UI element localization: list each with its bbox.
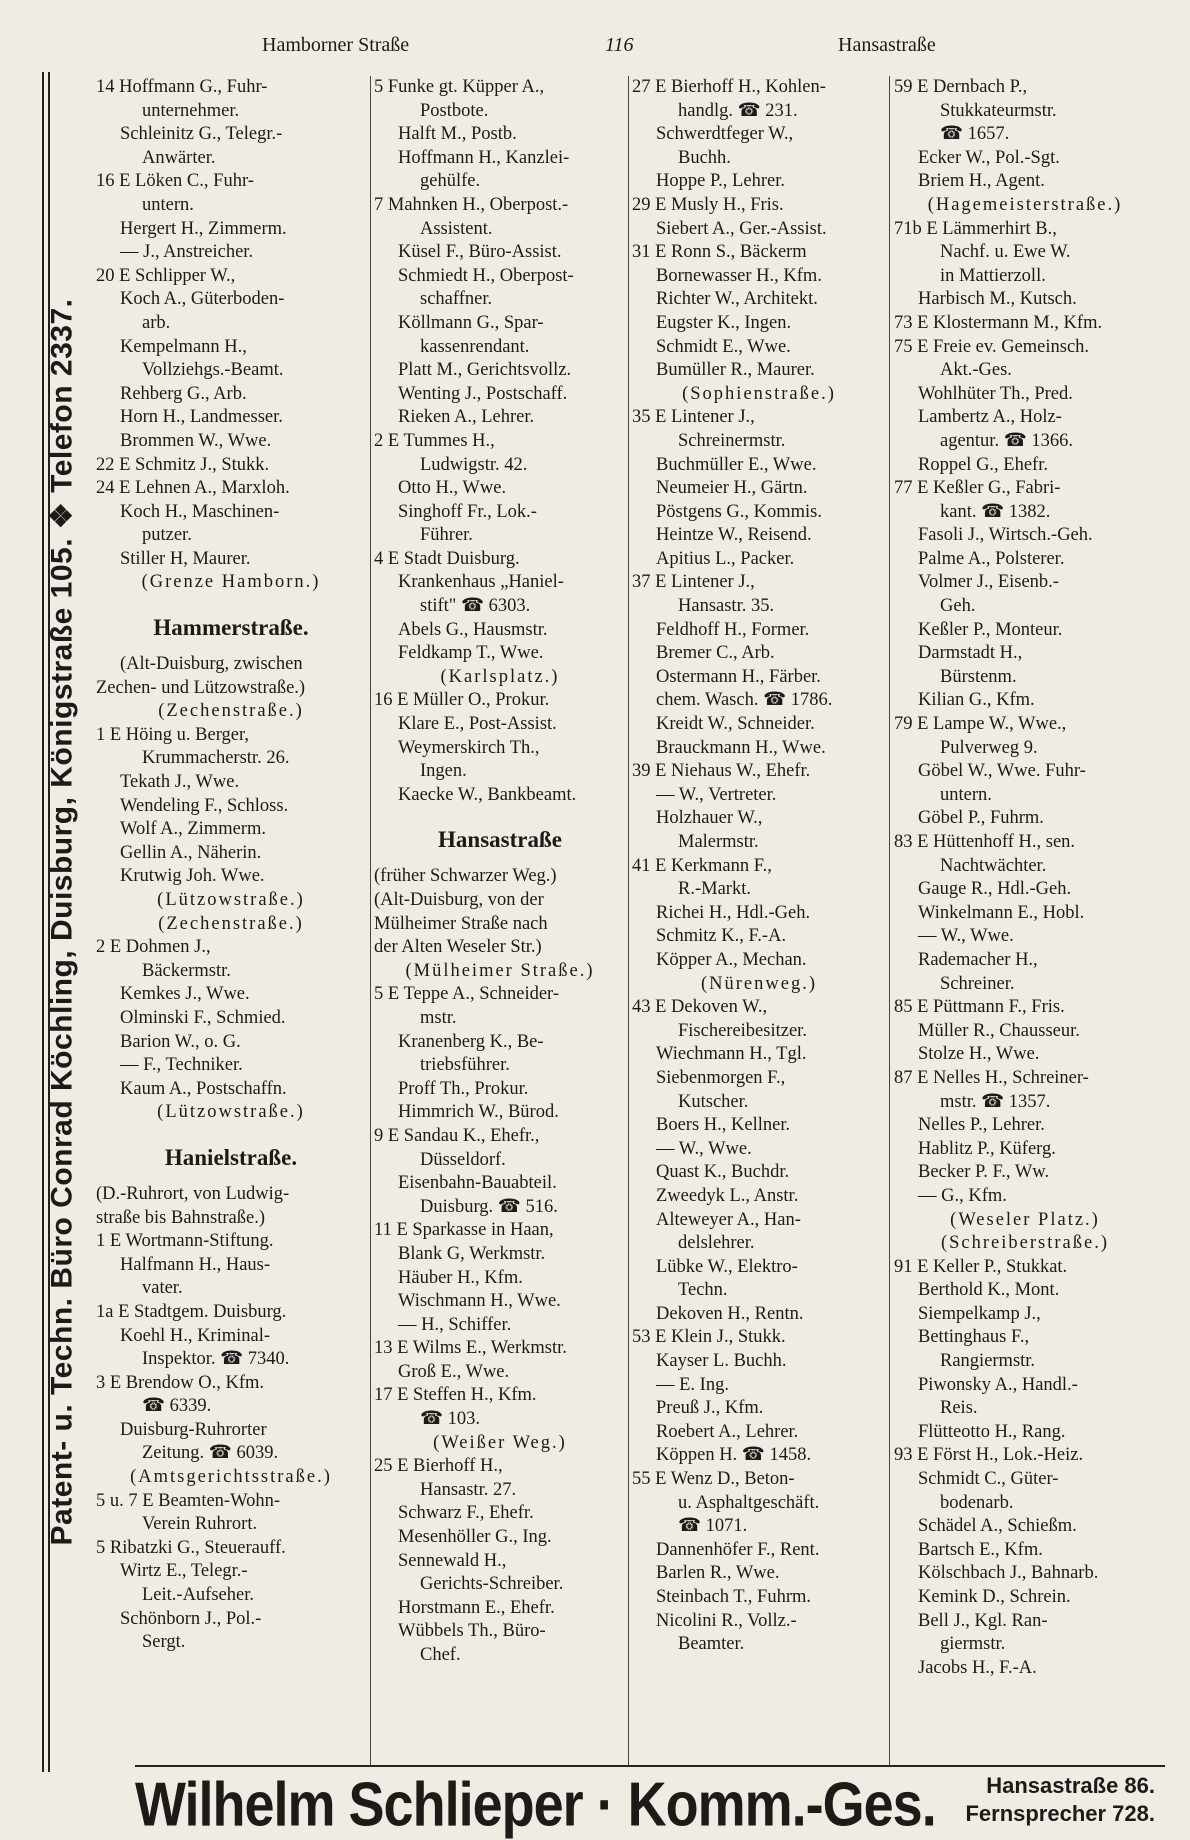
- numbered-entry: 83 E Hüttenhoff H., sen.: [894, 832, 1076, 852]
- entry: Siebenmorgen F.,: [656, 1067, 786, 1088]
- numbered-entry: 77 E Keßler G., Fabri-: [894, 478, 1061, 499]
- numbered-entry: 55 E Wenz D., Beton-: [632, 1469, 795, 1490]
- entry: Weymerskirch Th.,: [398, 737, 540, 758]
- numbered-entry: straße bis Bahnstraße.): [96, 1207, 266, 1228]
- page-number: 116: [605, 34, 634, 56]
- entry: Keßler P., Monteur.: [918, 619, 1063, 640]
- numbered-entry: 7 Mahnken H., Oberpost.-: [374, 194, 569, 215]
- cross-street-note: (Mülheimer Straße.): [405, 960, 595, 981]
- numbered-entry: 35 E Lintener J.,: [632, 407, 755, 428]
- entry: Horstmann E., Ehefr.: [398, 1597, 555, 1618]
- numbered-entry: 5 u. 7 E Beamten-Wohn-: [96, 1490, 280, 1511]
- entry: Kilian G., Kfm.: [918, 690, 1035, 711]
- entry-continuation: Rangiermstr.: [940, 1351, 1036, 1372]
- entry: Wirtz E., Telegr.-: [120, 1561, 248, 1582]
- entry: Kranenberg K., Be-: [398, 1031, 544, 1052]
- entry-continuation: Inspektor. ☎ 7340.: [142, 1349, 290, 1370]
- entry: Tekath J., Wwe.: [120, 772, 240, 793]
- entry: — E. Ing.: [656, 1374, 729, 1395]
- entry: Hergert H., Zimmerm.: [120, 218, 287, 239]
- entry: Siempelkamp J.,: [918, 1303, 1041, 1324]
- entry: Quast K., Buchdr.: [656, 1162, 790, 1183]
- entry: Zweedyk L., Anstr.: [656, 1185, 799, 1206]
- entry: Koch H., Maschinen-: [120, 501, 280, 522]
- entry-continuation: unternehmer.: [142, 100, 240, 121]
- entry: Wolf A., Zimmerm.: [120, 819, 266, 840]
- numbered-entry: 22 E Schmitz J., Stukk.: [96, 454, 270, 475]
- numbered-entry: 11 E Sparkasse in Haan,: [374, 1220, 554, 1241]
- entry: Himmrich W., Bürod.: [398, 1102, 559, 1123]
- entry: Wendeling F., Schloss.: [120, 795, 289, 816]
- entry-continuation: Malermstr.: [678, 832, 759, 852]
- entry: Kreidt W., Schneider.: [656, 714, 815, 735]
- numbered-entry: 73 E Klostermann M., Kfm.: [894, 312, 1103, 333]
- cross-street-note: (Sophienstraße.): [682, 383, 836, 404]
- entry: Schleinitz G., Telegr.-: [120, 124, 283, 145]
- entry-continuation: Duisburg. ☎ 516.: [420, 1196, 558, 1217]
- entry: Küsel F., Büro-Assist.: [398, 242, 562, 263]
- entry: Kölschbach J., Bahnarb.: [918, 1563, 1099, 1584]
- entry-continuation: vater.: [142, 1278, 183, 1299]
- entry: Bornewasser H., Kfm.: [656, 265, 822, 286]
- numbered-entry: 17 E Steffen H., Kfm.: [374, 1385, 537, 1406]
- footer-address: Hansastraße 86.: [986, 1773, 1155, 1798]
- street-heading: Hammerstraße.: [153, 615, 309, 641]
- entry: Holzhauer W.,: [656, 808, 763, 829]
- cross-street-note: (Grenze Hamborn.): [141, 572, 321, 593]
- directory-column-1: [96, 76, 366, 1655]
- numbered-entry: 27 E Bierhoff H., Kohlen-: [632, 77, 826, 97]
- numbered-entry: 13 E Wilms E., Werkmstr.: [374, 1338, 567, 1359]
- entry-continuation: mstr. ☎ 1357.: [940, 1091, 1051, 1112]
- entry: Stiller H, Maurer.: [120, 548, 251, 569]
- numbered-entry: 31 E Ronn S., Bäckerm: [632, 242, 807, 263]
- numbered-entry: 16 E Löken C., Fuhr-: [96, 171, 254, 192]
- side-advertisement: [34, 72, 90, 1772]
- entry: Fasoli J., Wirtsch.-Geh.: [918, 525, 1093, 546]
- numbered-entry: 29 E Musly H., Fris.: [632, 194, 784, 215]
- entry: — W., Wwe.: [656, 1138, 752, 1159]
- entry: Berthold K., Mont.: [918, 1280, 1060, 1301]
- entry-continuation: Nachtwächter.: [940, 855, 1047, 876]
- entry-continuation: Hansastr. 35.: [678, 596, 775, 617]
- entry: Wiechmann H., Tgl.: [656, 1044, 807, 1065]
- entry: Bartsch E., Kfm.: [918, 1539, 1043, 1560]
- numbered-entry: 87 E Nelles H., Schreiner-: [894, 1067, 1089, 1088]
- entry-continuation: arb.: [142, 312, 171, 333]
- cross-street-note: (Nürenweg.): [701, 973, 817, 994]
- entry: Buchmüller E., Wwe.: [656, 454, 817, 475]
- entry-continuation: Düsseldorf.: [420, 1149, 506, 1170]
- entry-continuation: Vollziehgs.-Beamt.: [142, 360, 284, 381]
- entry-continuation: gehülfe.: [420, 171, 481, 192]
- entry: Bremer C., Arb.: [656, 643, 775, 664]
- entry: Göbel P., Fuhrm.: [918, 808, 1044, 829]
- entry: Brommen W., Wwe.: [120, 430, 272, 451]
- entry-continuation: untern.: [940, 784, 992, 805]
- entry: Kemkes J., Wwe.: [120, 984, 250, 1005]
- entry-continuation: Führer.: [420, 525, 473, 546]
- entry: chem. Wasch. ☎ 1786.: [656, 690, 833, 711]
- footer-phone: Fernsprecher 728.: [965, 1801, 1155, 1826]
- entry: Schmidt E., Wwe.: [656, 336, 791, 357]
- entry: Ostermann H., Färber.: [656, 666, 821, 687]
- entry: Darmstadt H.,: [918, 643, 1023, 664]
- entry-continuation: Schreiner.: [940, 973, 1015, 994]
- entry: Horn H., Landmesser.: [120, 407, 283, 428]
- numbered-entry: (Alt-Duisburg, von der: [374, 890, 544, 910]
- numbered-entry: 2 E Tummes H.,: [374, 430, 495, 451]
- entry: Krutwig Joh. Wwe.: [120, 866, 265, 887]
- entry: Schädel A., Schießm.: [918, 1516, 1077, 1537]
- entry-continuation: delslehrer.: [678, 1233, 755, 1254]
- entry-continuation: Techn.: [678, 1280, 728, 1301]
- cross-street-note: (Weißer Weg.): [433, 1432, 567, 1453]
- numbered-entry: 25 E Bierhoff H.,: [374, 1456, 503, 1477]
- entry: Kemink D., Schrein.: [918, 1587, 1071, 1607]
- entry: Olminski F., Schmied.: [120, 1007, 286, 1028]
- entry-continuation: Beamter.: [678, 1634, 745, 1655]
- entry: Sennewald H.,: [398, 1550, 507, 1571]
- entry: Harbisch M., Kutsch.: [918, 289, 1077, 310]
- cross-street-note: (Lützowstraße.): [157, 1102, 305, 1123]
- numbered-entry: Zechen- und Lützowstraße.): [96, 677, 306, 698]
- entry-continuation: Bäckermstr.: [142, 960, 231, 981]
- numbered-entry: 2 E Dohmen J.,: [96, 937, 211, 958]
- entry-continuation: agentur. ☎ 1366.: [940, 430, 1073, 451]
- entry: Feldkamp T., Wwe.: [398, 643, 544, 664]
- entry: Steinbach T., Fuhrm.: [656, 1587, 812, 1607]
- entry: Flütteotto H., Rang.: [918, 1421, 1066, 1442]
- numbered-entry: 1 E Höing u. Berger,: [96, 724, 250, 745]
- cross-street-note: (Hagemeisterstraße.): [927, 194, 1123, 215]
- entry-continuation: Ingen.: [420, 761, 467, 782]
- entry: Hablitz P., Küferg.: [918, 1138, 1056, 1159]
- entry: Preuß J., Kfm.: [656, 1398, 764, 1419]
- entry-continuation: Kutscher.: [678, 1091, 749, 1112]
- entry: Pöstgens G., Kommis.: [656, 501, 823, 522]
- entry: Wohlhüter Th., Pred.: [918, 383, 1073, 404]
- entry: Roppel G., Ehefr.: [918, 454, 1048, 475]
- footer-advertisement: [135, 1765, 1165, 1840]
- entry-continuation: Buchh.: [678, 147, 731, 168]
- entry-continuation: ☎ 1071.: [678, 1516, 748, 1537]
- entry: Koch A., Güterboden-: [120, 289, 285, 310]
- entry-continuation: Krummacherstr. 26.: [142, 748, 290, 769]
- entry-continuation: ☎ 6339.: [142, 1396, 212, 1417]
- numbered-entry: 93 E Först H., Lok.-Heiz.: [894, 1445, 1084, 1466]
- entry-continuation: Pulverweg 9.: [940, 737, 1038, 758]
- entry: Dekoven H., Rentn.: [656, 1303, 804, 1324]
- entry: Kempelmann H.,: [120, 336, 247, 357]
- entry: Volmer J., Eisenb.-: [918, 572, 1059, 593]
- footer-company: Wilhelm Schlieper · Komm.-Ges.: [135, 1770, 936, 1840]
- entry: Bettinghaus F.,: [918, 1327, 1030, 1348]
- entry: Heintze W., Reisend.: [656, 525, 812, 546]
- entry: Köllmann G., Spar-: [398, 312, 544, 333]
- numbered-entry: 91 E Keller P., Stukkat.: [894, 1256, 1068, 1277]
- entry: Ecker W., Pol.-Sgt.: [918, 147, 1060, 168]
- cross-street-note: (Zechenstraße.): [158, 913, 304, 934]
- entry: Schmidt C., Güter-: [918, 1469, 1059, 1490]
- entry: Häuber H., Kfm.: [398, 1267, 523, 1288]
- entry-continuation: Geh.: [940, 596, 976, 617]
- entry-continuation: kassenrendant.: [420, 336, 530, 357]
- entry: Lambertz A., Holz-: [918, 407, 1062, 428]
- numbered-entry: 59 E Dernbach P.,: [894, 77, 1028, 97]
- column-divider: [628, 76, 629, 1766]
- entry-continuation: Chef.: [420, 1645, 461, 1665]
- entry: Schwerdtfeger W.,: [656, 124, 794, 145]
- entry-continuation: Akt.-Ges.: [940, 360, 1012, 381]
- entry: Halft M., Postb.: [398, 124, 517, 145]
- cross-street-note: (Zechenstraße.): [158, 701, 304, 722]
- entry: Jacobs H., F.-A.: [918, 1657, 1037, 1678]
- numbered-entry: 41 E Kerkmann F.,: [632, 855, 772, 876]
- cross-street-note: (Lützowstraße.): [157, 890, 305, 910]
- entry-continuation: Bürstenm.: [940, 666, 1017, 687]
- entry: Dannenhöfer F., Rent.: [656, 1539, 820, 1560]
- entry: Duisburg-Ruhrorter: [120, 1419, 267, 1440]
- entry: Klare E., Post-Assist.: [398, 714, 557, 735]
- entry: Koehl H., Kriminal-: [120, 1325, 271, 1346]
- numbered-entry: 79 E Lampe W., Wwe.,: [894, 714, 1067, 735]
- entry-continuation: Verein Ruhrort.: [142, 1514, 258, 1535]
- entry: Neumeier H., Gärtn.: [656, 478, 808, 499]
- entry-continuation: Gerichts-Schreiber.: [420, 1574, 564, 1595]
- entry: — H., Schiffer.: [398, 1314, 512, 1335]
- entry: Barion W., o. G.: [120, 1031, 241, 1052]
- entry: Proff Th., Prokur.: [398, 1078, 529, 1099]
- entry: Barlen R., Wwe.: [656, 1563, 780, 1584]
- entry-continuation: handlg. ☎ 231.: [678, 100, 798, 121]
- entry: Köppen H. ☎ 1458.: [656, 1445, 812, 1466]
- entry: Alteweyer A., Han-: [656, 1209, 801, 1230]
- numbered-entry: 1a E Stadtgem. Duisburg.: [96, 1301, 287, 1322]
- side-ad-text: Patent- u. Techn. Büro Conrad Köchling, Duisburg, Königstraße 105. ❖ Telefon 2337.: [45, 298, 79, 1546]
- entry: Groß E., Wwe.: [398, 1361, 510, 1382]
- entry: — F., Techniker.: [120, 1055, 243, 1076]
- entry: Hoppe P., Lehrer.: [656, 171, 785, 192]
- numbered-entry: (früher Schwarzer Weg.): [374, 866, 557, 887]
- entry-continuation: mstr.: [420, 1007, 457, 1028]
- entry: Blank G, Werkmstr.: [398, 1243, 546, 1264]
- numbered-entry: 43 E Dekoven W.,: [632, 997, 768, 1018]
- entry: Müller R., Chausseur.: [918, 1020, 1080, 1041]
- entry: — W., Wwe.: [918, 926, 1014, 947]
- numbered-entry: 20 E Schlipper W.,: [96, 265, 236, 286]
- entry: Krankenhaus „Haniel-: [398, 572, 564, 593]
- column-divider: [889, 76, 890, 1766]
- entry-continuation: schaffner.: [420, 289, 493, 310]
- entry-continuation: untern.: [142, 194, 194, 215]
- entry: Hoffmann H., Kanzlei-: [398, 147, 570, 168]
- entry: Wenting J., Postschaff.: [398, 383, 568, 404]
- numbered-entry: 24 E Lehnen A., Marxloh.: [96, 478, 290, 499]
- entry-continuation: stift" ☎ 6303.: [420, 596, 531, 617]
- entry-continuation: Hansastr. 27.: [420, 1479, 517, 1500]
- entry-continuation: putzer.: [142, 525, 192, 546]
- entry: — J., Anstreicher.: [120, 242, 254, 263]
- entry-continuation: Anwärter.: [142, 147, 216, 168]
- numbered-entry: 1 E Wortmann-Stiftung.: [96, 1231, 274, 1252]
- numbered-entry: 53 E Klein J., Stukk.: [632, 1327, 786, 1348]
- entry-continuation: u. Asphaltgeschäft.: [678, 1492, 820, 1513]
- entry: Nelles P., Lehrer.: [918, 1115, 1045, 1136]
- entry: Eisenbahn-Bauabteil.: [398, 1173, 557, 1194]
- entry: Abels G., Hausmstr.: [398, 619, 548, 640]
- entry: Siebert A., Ger.-Assist.: [656, 218, 827, 239]
- entry: Piwonsky A., Handl.-: [918, 1374, 1078, 1395]
- entry: Winkelmann E., Hobl.: [918, 902, 1085, 923]
- numbered-entry: (D.-Ruhrort, von Ludwig-: [96, 1183, 290, 1204]
- entry-continuation: Sergt.: [142, 1632, 186, 1653]
- entry: Rademacher H.,: [918, 949, 1038, 970]
- entry: Platt M., Gerichtsvollz.: [398, 360, 572, 381]
- numbered-entry: 4 E Stadt Duisburg.: [374, 548, 520, 569]
- entry-continuation: R.-Markt.: [678, 879, 751, 900]
- entry: Rehberg G., Arb.: [120, 383, 247, 404]
- entry: Schmitz K., F.-A.: [656, 926, 787, 947]
- entry: Eugster K., Ingen.: [656, 312, 792, 333]
- numbered-entry: Mülheimer Straße nach: [374, 913, 548, 934]
- entry-continuation: triebsführer.: [420, 1055, 510, 1076]
- street-heading: Hansastraße: [438, 827, 562, 853]
- entry: Roebert A., Lehrer.: [656, 1421, 799, 1442]
- entry-continuation: Reis.: [940, 1398, 978, 1419]
- entry-continuation: Fischereibesitzer.: [678, 1020, 807, 1041]
- column-divider: [370, 76, 371, 1766]
- entry-continuation: Ludwigstr. 42.: [420, 454, 528, 475]
- numbered-entry: 5 Funke gt. Küpper A.,: [374, 77, 545, 97]
- entry: — W., Vertreter.: [656, 784, 777, 805]
- cross-street-note: (Schreiberstraße.): [940, 1233, 1109, 1254]
- entry-continuation: Nachf. u. Ewe W.: [940, 242, 1071, 263]
- numbered-entry: 14 Hoffmann G., Fuhr-: [96, 77, 268, 97]
- numbered-entry: 3 E Brendow O., Kfm.: [96, 1372, 265, 1393]
- entry: Bell J., Kgl. Ran-: [918, 1610, 1048, 1631]
- street-heading: Hanielstraße.: [164, 1144, 298, 1170]
- entry: Palme A., Polsterer.: [918, 548, 1065, 569]
- entry: Nicolini R., Vollz.-: [656, 1610, 797, 1631]
- numbered-entry: 9 E Sandau K., Ehefr.,: [374, 1125, 540, 1146]
- running-header-right: Hansastraße: [838, 34, 936, 56]
- entry: Otto H., Wwe.: [398, 478, 507, 499]
- entry-continuation: ☎ 1657.: [940, 124, 1010, 145]
- numbered-entry: 39 E Niehaus W., Ehefr.: [632, 761, 811, 782]
- numbered-entry: der Alten Weseler Str.): [374, 937, 542, 958]
- entry-continuation: kant. ☎ 1382.: [940, 501, 1051, 522]
- entry: Kayser L. Buchh.: [656, 1351, 787, 1372]
- entry: Schwarz F., Ehefr.: [398, 1503, 534, 1524]
- numbered-entry: 37 E Lintener J.,: [632, 572, 755, 593]
- entry: Rieken A., Lehrer.: [398, 407, 535, 428]
- entry: Richter W., Architekt.: [656, 289, 818, 310]
- entry: Köpper A., Mechan.: [656, 949, 807, 970]
- entry: Gauge R., Hdl.-Geh.: [918, 879, 1072, 900]
- entry: (Alt-Duisburg, zwischen: [120, 654, 303, 675]
- entry: Schönborn J., Pol.-: [120, 1608, 262, 1629]
- entry-continuation: bodenarb.: [940, 1492, 1014, 1513]
- entry: Stolze H., Wwe.: [918, 1044, 1040, 1065]
- entry: Briem H., Agent.: [918, 171, 1045, 192]
- cross-street-note: (Weseler Platz.): [950, 1209, 1100, 1230]
- cross-street-note: (Amtsgerichtsstraße.): [130, 1467, 332, 1488]
- entry: Feldhoff H., Former.: [656, 619, 810, 640]
- numbered-entry: 5 Ribatzki G., Steuerauff.: [96, 1537, 286, 1558]
- entry: Gellin A., Näherin.: [120, 842, 262, 863]
- numbered-entry: 16 E Müller O., Prokur.: [374, 690, 550, 711]
- entry-continuation: giermstr.: [940, 1634, 1006, 1655]
- entry-continuation: Postbote.: [420, 100, 489, 121]
- entry: Wischmann H., Wwe.: [398, 1291, 561, 1312]
- entry: — G., Kfm.: [918, 1185, 1007, 1206]
- entry: Schmiedt H., Oberpost-: [398, 265, 574, 286]
- running-header-left: Hamborner Straße: [262, 34, 410, 56]
- entry: Apitius L., Packer.: [656, 548, 795, 569]
- entry: Göbel W., Wwe. Fuhr-: [918, 761, 1086, 782]
- numbered-entry: 71b E Lämmerhirt B.,: [894, 218, 1057, 239]
- numbered-entry: 75 E Freie ev. Gemeinsch.: [894, 336, 1090, 357]
- entry-continuation: Leit.-Aufseher.: [142, 1585, 254, 1606]
- entry: Boers H., Kellner.: [656, 1115, 791, 1136]
- entry-continuation: Stukkateurmstr.: [940, 100, 1057, 121]
- entry: Bumüller R., Maurer.: [656, 360, 815, 381]
- entry: Mesenhöller G., Ing.: [398, 1527, 552, 1548]
- entry: Singhoff Fr., Lok.-: [398, 501, 537, 522]
- numbered-entry: 85 E Püttmann F., Fris.: [894, 997, 1065, 1018]
- entry: Wübbels Th., Büro-: [398, 1621, 546, 1642]
- cross-street-note: (Karlsplatz.): [440, 666, 560, 687]
- entry: Halfmann H., Haus-: [120, 1254, 271, 1275]
- numbered-entry: 5 E Teppe A., Schneider-: [374, 984, 559, 1005]
- directory-column-3: [632, 76, 886, 1657]
- entry-continuation: Zeitung. ☎ 6039.: [142, 1443, 279, 1464]
- entry: Richei H., Hdl.-Geh.: [656, 902, 811, 923]
- entry-continuation: Assistent.: [420, 218, 493, 239]
- entry: Kaecke W., Bankbeamt.: [398, 784, 577, 805]
- entry: Lübke W., Elektro-: [656, 1256, 798, 1277]
- entry: Becker P. F., Ww.: [918, 1162, 1050, 1183]
- entry-continuation: ☎ 103.: [420, 1409, 481, 1430]
- directory-column-4: [894, 76, 1156, 1680]
- entry-continuation: Schreinermstr.: [678, 430, 786, 451]
- entry-continuation: in Mattierzoll.: [940, 265, 1046, 286]
- directory-column-2: [374, 76, 626, 1668]
- entry: Brauckmann H., Wwe.: [656, 737, 826, 758]
- entry: Kaum A., Postschaffn.: [120, 1078, 287, 1099]
